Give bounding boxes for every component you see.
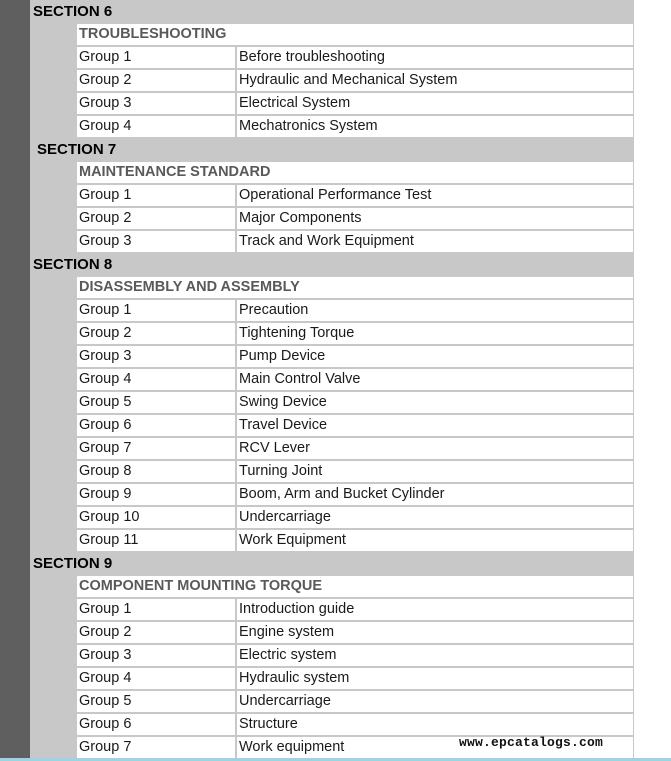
table-row <box>76 69 634 92</box>
group-title-cell: Travel Device <box>236 414 634 437</box>
group-title-cell: Pump Device <box>236 345 634 368</box>
group-title-cell: Electrical System <box>236 92 634 115</box>
group-title-cell: RCV Lever <box>236 437 634 460</box>
group-title-cell: Boom, Arm and Bucket Cylinder <box>236 483 634 506</box>
table-row <box>76 345 634 368</box>
group-number-cell: Group 3 <box>76 230 236 253</box>
group-title-cell: Track and Work Equipment <box>236 230 634 253</box>
section-subtitle: TROUBLESHOOTING <box>76 23 634 46</box>
group-title-cell: Precaution <box>236 299 634 322</box>
table-row <box>76 667 634 690</box>
table-row <box>76 322 634 345</box>
group-number-cell: Group 11 <box>76 529 236 552</box>
group-number-cell: Group 8 <box>76 460 236 483</box>
group-number-cell: Group 2 <box>76 621 236 644</box>
table-row <box>76 506 634 529</box>
section-heading: SECTION 6 <box>33 3 113 20</box>
group-number-cell: Group 3 <box>76 92 236 115</box>
group-number-cell: Group 4 <box>76 115 236 138</box>
group-number-cell: Group 4 <box>76 667 236 690</box>
group-number-cell: Group 2 <box>76 322 236 345</box>
group-title-cell: Hydraulic system <box>236 667 634 690</box>
table-row <box>76 299 634 322</box>
table-row <box>76 598 634 621</box>
group-number-cell: Group 4 <box>76 368 236 391</box>
section-heading: SECTION 7 <box>37 141 117 158</box>
table-row <box>76 184 634 207</box>
table-row <box>76 46 634 69</box>
group-number-cell: Group 3 <box>76 345 236 368</box>
table-row <box>76 391 634 414</box>
table-row <box>76 368 634 391</box>
group-number-cell: Group 7 <box>76 437 236 460</box>
table-row <box>76 230 634 253</box>
group-number-cell: Group 2 <box>76 207 236 230</box>
section-subtitle: COMPONENT MOUNTING TORQUE <box>76 575 634 598</box>
table-of-contents <box>30 0 634 758</box>
table-row <box>76 92 634 115</box>
table-row <box>76 713 634 736</box>
group-title-cell: Work equipment <box>236 736 634 759</box>
group-title-cell: Structure <box>236 713 634 736</box>
table-row <box>76 414 634 437</box>
left-margin-bar <box>0 0 30 758</box>
group-number-cell: Group 1 <box>76 299 236 322</box>
group-title-cell: Electric system <box>236 644 634 667</box>
group-title-cell: Engine system <box>236 621 634 644</box>
group-number-cell: Group 5 <box>76 391 236 414</box>
group-number-cell: Group 10 <box>76 506 236 529</box>
section-table <box>76 23 634 138</box>
group-title-cell: Swing Device <box>236 391 634 414</box>
group-title-cell: Turning Joint <box>236 460 634 483</box>
group-number-cell: Group 1 <box>76 46 236 69</box>
section-heading: SECTION 9 <box>33 555 113 572</box>
section-subtitle: DISASSEMBLY AND ASSEMBLY <box>76 276 634 299</box>
group-title-cell: Undercarriage <box>236 690 634 713</box>
group-title-cell: Main Control Valve <box>236 368 634 391</box>
section-subtitle: MAINTENANCE STANDARD <box>76 161 634 184</box>
section-table <box>76 575 634 759</box>
table-row <box>76 437 634 460</box>
group-title-cell: Tightening Torque <box>236 322 634 345</box>
group-number-cell: Group 2 <box>76 69 236 92</box>
group-title-cell: Mechatronics System <box>236 115 634 138</box>
group-title-cell: Work Equipment <box>236 529 634 552</box>
table-row <box>76 115 634 138</box>
section-heading: SECTION 8 <box>33 256 113 273</box>
group-number-cell: Group 1 <box>76 598 236 621</box>
section-table <box>76 161 634 253</box>
group-title-cell: Major Components <box>236 207 634 230</box>
group-title-cell: Before troubleshooting <box>236 46 634 69</box>
table-row <box>76 621 634 644</box>
group-title-cell: Undercarriage <box>236 506 634 529</box>
group-number-cell: Group 5 <box>76 690 236 713</box>
watermark-text: www.epcatalogs.com <box>459 735 604 750</box>
table-row <box>76 207 634 230</box>
table-row <box>76 690 634 713</box>
group-number-cell: Group 1 <box>76 184 236 207</box>
group-number-cell: Group 3 <box>76 644 236 667</box>
table-row <box>76 483 634 506</box>
group-number-cell: Group 6 <box>76 414 236 437</box>
group-number-cell: Group 6 <box>76 713 236 736</box>
right-margin <box>634 0 671 758</box>
group-number-cell: Group 7 <box>76 736 236 759</box>
group-title-cell: Operational Performance Test <box>236 184 634 207</box>
table-row <box>76 644 634 667</box>
group-title-cell: Hydraulic and Mechanical System <box>236 69 634 92</box>
section-table <box>76 276 634 552</box>
group-number-cell: Group 9 <box>76 483 236 506</box>
table-row <box>76 460 634 483</box>
table-row <box>76 529 634 552</box>
group-title-cell: Introduction guide <box>236 598 634 621</box>
